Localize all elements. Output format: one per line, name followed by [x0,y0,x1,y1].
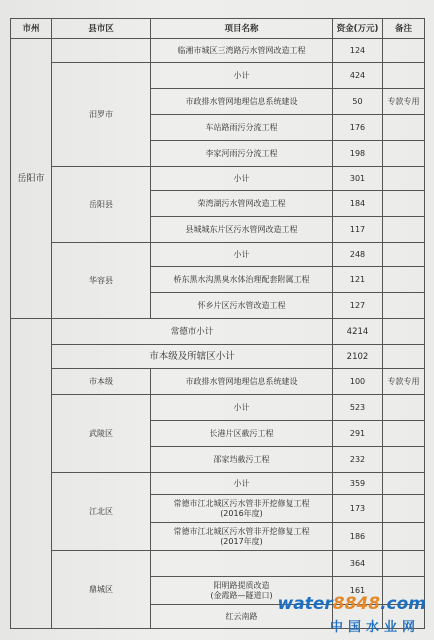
header-funds: 资金(万元) [333,19,383,39]
project-line: (2016年度) [220,508,263,518]
remark-cell [383,39,425,63]
funds-cell: 124 [333,39,383,63]
funds-cell: 232 [333,447,383,473]
funds-cell: 364 [333,551,383,577]
city-cell-yueyang: 岳阳市 [11,39,52,319]
funds-cell: 186 [333,523,383,551]
project-cell: 荣湾湖污水管网改造工程 [151,191,333,217]
watermark-brand [278,594,426,614]
project-line: (2017年度) [220,536,263,546]
funds-cell: 176 [333,115,383,141]
county-cell-miluo: 汨罗市 [52,63,151,167]
remark-cell [383,63,425,89]
project-cell: 小计 [151,395,333,421]
remark-cell [383,267,425,293]
funds-cell: 198 [333,141,383,167]
header-city: 市州 [11,19,52,39]
county-cell-yueyang-county: 岳阳县 [52,167,151,243]
watermark-brand-word: water [277,594,333,614]
watermark-chinese: 中国水业网 [329,620,420,635]
funds-cell: 359 [333,473,383,495]
remark-cell [383,551,425,577]
remark-cell: 专款专用 [383,369,425,395]
funds-cell: 127 [333,293,383,319]
remark-cell [383,473,425,495]
project-cell [151,523,333,551]
project-line: 阳明路提质改造 [213,580,270,590]
remark-cell [383,447,425,473]
funds-cell: 173 [333,495,383,523]
funds-cell: 2102 [333,345,383,369]
remark-cell [383,243,425,267]
project-cell [151,551,333,577]
header-remark: 备注 [383,19,425,39]
remark-cell [383,293,425,319]
remark-cell [383,395,425,421]
remark-cell [383,421,425,447]
table-row [11,167,425,191]
header-project: 项目名称 [151,19,333,39]
project-cell: 小计 [151,63,333,89]
funds-cell: 161 [333,577,383,605]
table-row [11,243,425,267]
remark-cell [383,345,425,369]
remark-cell [383,217,425,243]
table-row [11,63,425,89]
project-line: (金霞路—隧道口) [210,590,273,600]
funds-cell: 301 [333,167,383,191]
remark-cell: 专款专用 [383,89,425,115]
project-cell: 桥东黑水沟黑臭水体治理配套附属工程 [151,267,333,293]
funds-cell: 248 [333,243,383,267]
project-cell: 李家河雨污分流工程 [151,141,333,167]
remark-cell [383,319,425,345]
county-cell-jiangbei: 江北区 [52,473,151,551]
county-cell-dingcheng: 鼎城区 [52,551,151,629]
site-watermark [277,594,426,635]
funds-cell: 117 [333,217,383,243]
funds-cell: 100 [333,369,383,395]
remark-cell [383,115,425,141]
project-cell: 红云南路 [151,605,333,629]
remark-cell [383,141,425,167]
header-row [11,19,425,39]
project-cell: 县城城东片区污水管网改造工程 [151,217,333,243]
project-cell: 市政排水管网地理信息系统建设 [151,89,333,115]
project-line: 常德市江北城区污水管非开挖修复工程 [173,526,310,536]
funding-table [10,18,425,629]
county-cell-huarong: 华容县 [52,243,151,319]
funds-cell: 291 [333,421,383,447]
funds-cell: 523 [333,395,383,421]
funds-cell: 121 [333,267,383,293]
project-line: 常德市江北城区污水管非开挖修复工程 [173,498,310,508]
table-row [11,551,425,577]
funds-cell: 424 [333,63,383,89]
project-cell: 车站路雨污分流工程 [151,115,333,141]
project-cell: 长港片区截污工程 [151,421,333,447]
district-subtotal-label: 市本级及所辖区小计 [52,345,333,369]
project-cell: 市政排水管网地理信息系统建设 [151,369,333,395]
county-cell-wuling: 武陵区 [52,395,151,473]
funds-cell: 50 [333,89,383,115]
changde-subtotal-label: 常德市小计 [52,319,333,345]
project-cell: 小计 [151,167,333,191]
table-row [11,39,425,63]
remark-cell [383,523,425,551]
header-county: 县市区 [52,19,151,39]
watermark-brand-number: 8848 [332,594,381,614]
table-row [11,395,425,421]
remark-cell [383,495,425,523]
county-cell-empty [52,39,151,63]
funds-cell: 4214 [333,319,383,345]
funds-cell: 184 [333,191,383,217]
project-cell: 临湘市城区三湾路污水管网改造工程 [151,39,333,63]
project-cell: 小计 [151,473,333,495]
project-cell [151,495,333,523]
project-cell: 小计 [151,243,333,267]
remark-cell [383,167,425,191]
table-row [11,369,425,395]
city-cell-changde [11,319,52,629]
project-cell: 邵家垱截污工程 [151,447,333,473]
remark-cell [383,191,425,217]
table-row [11,345,425,369]
project-cell: 怀乡片区污水管改造工程 [151,293,333,319]
county-cell-city-level: 市本级 [52,369,151,395]
watermark-brand-suffix: .com [380,594,426,614]
table-row [11,319,425,345]
table-row [11,473,425,495]
